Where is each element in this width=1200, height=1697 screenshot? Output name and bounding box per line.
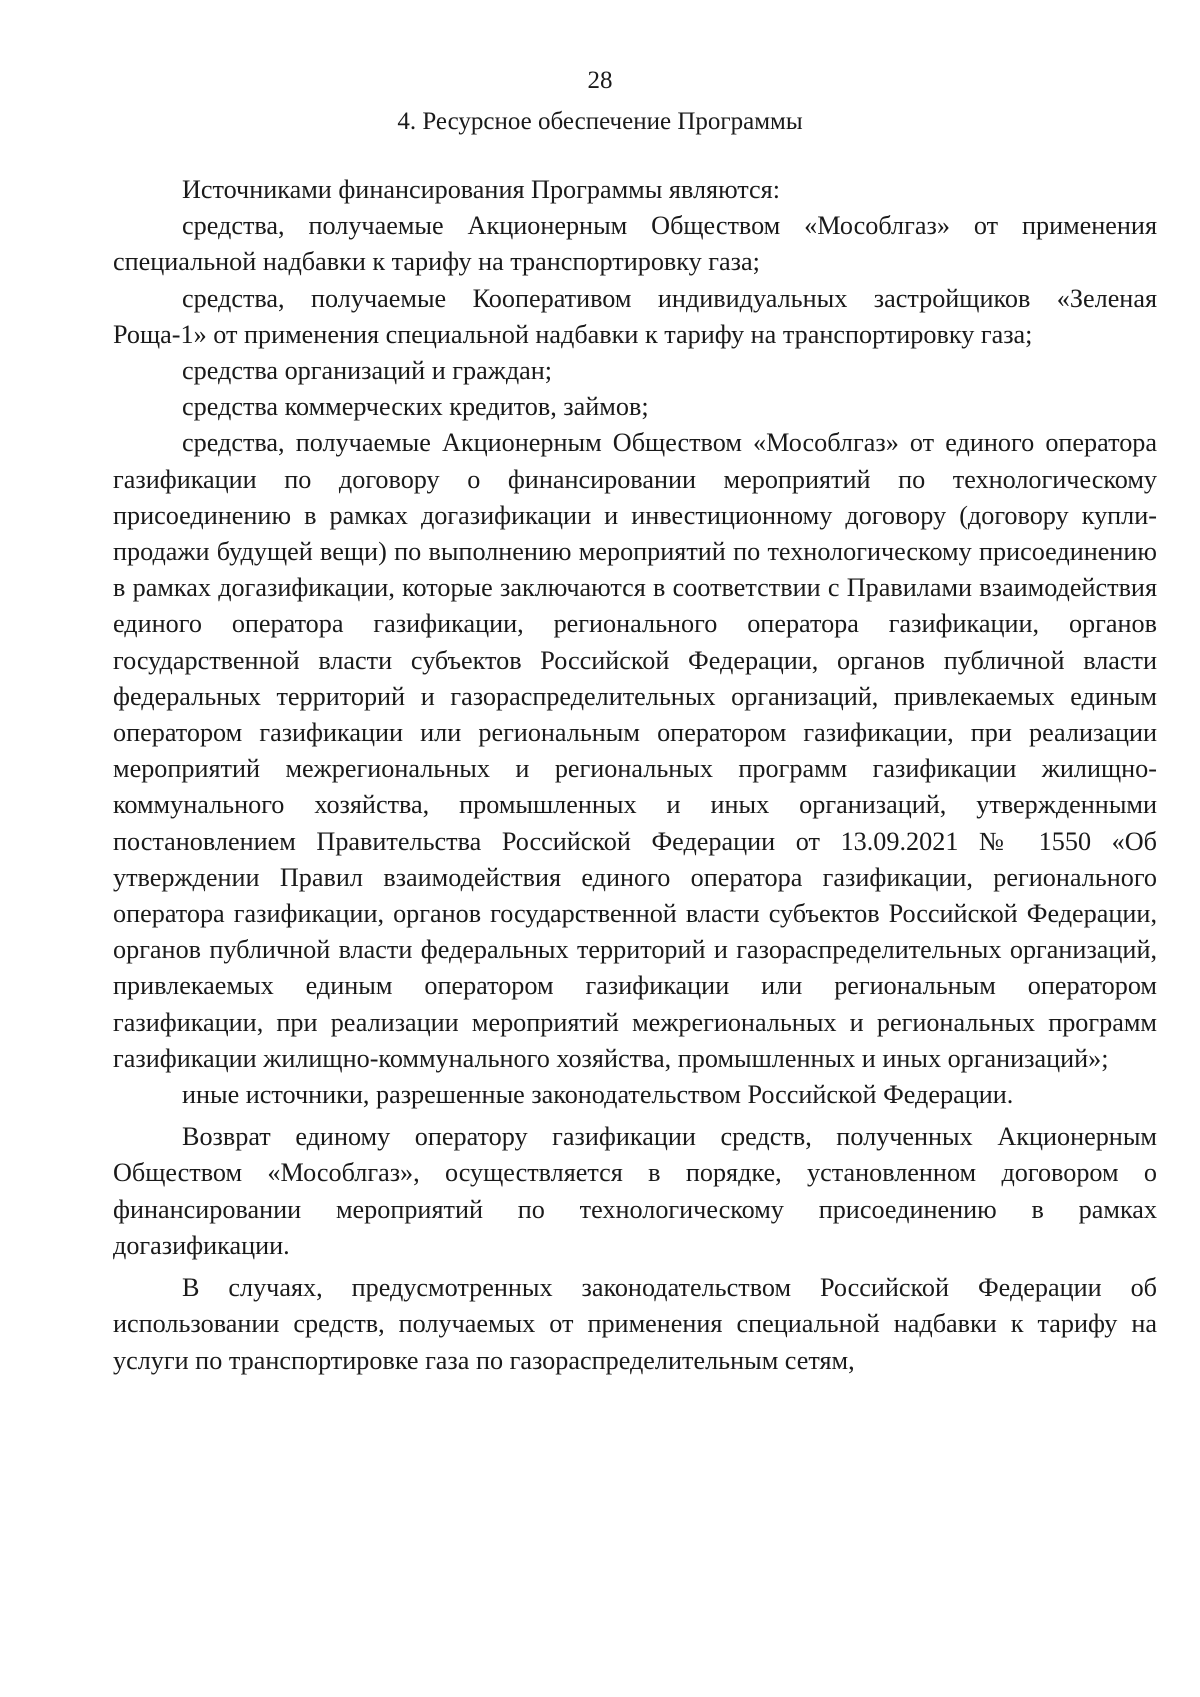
body-text bbox=[113, 172, 1157, 1379]
page-number: 28 bbox=[587, 67, 613, 94]
paragraph: Возврат единому оператору газификации средств, полученных Акционерным Обществом «Мособлгаз», осуществляется в порядке, установленном договором о финансировании мероприятий по технологическому присоединению в рамках догазификации. bbox=[113, 1122, 1157, 1260]
paragraph: средства, получаемые Акционерным Обществом «Мособлгаз» от применения специальной надбавки к тарифу на транспортировку газа; bbox=[113, 211, 1157, 277]
section-title: 4. Ресурсное обеспечение Программы bbox=[397, 108, 803, 135]
paragraph: средства коммерческих кредитов, займов; bbox=[182, 392, 649, 422]
paragraph: иные источники, разрешенные законодательством Российской Федерации. bbox=[182, 1080, 1014, 1110]
paragraph: средства, получаемые Кооперативом индивидуальных застройщиков «Зеленая Роща-1» от применения специальной надбавки к тарифу на транспортировку газа; bbox=[113, 283, 1157, 349]
paragraph: В случаях, предусмотренных законодательством Российской Федерации об использовании средств, получаемых от применения специальной надбавки к тарифу на услуги по транспортировке газа по газораспределительным сетям, bbox=[113, 1273, 1157, 1375]
paragraph: средства организаций и граждан; bbox=[182, 356, 553, 386]
paragraph: Источниками финансирования Программы являются: bbox=[182, 175, 781, 204]
paragraph: средства, получаемые Акционерным Обществом «Мособлгаз» от единого оператора газификации по договору о финансировании мероприятий по технологическому присоединению в рамках догазификации и инвестиционному договору (договору купли-продажи будущей вещи) по выполнению мероприятий по технологическому присоединению в рамках догазификации, которые заключаются в соответствии с Правилами взаимодействия единого оператора газификации, регионального оператора газификации, органов государственной власти субъектов Российской Федерации, органов публичной власти федеральных территорий и газораспределительных организаций, привлекаемых единым оператором газификации или региональным оператором газификации, при реализации мероприятий межрегиональных и региональных программ газификации жилищно-коммунального хозяйства, промышленных и иных организаций, утвержденными постановлением Правительства Российской Федерации от 13.09.2021 № 1550 «Об утверждении Правил взаимодействия единого оператора газификации, регионального оператора газификации, органов государственной власти субъектов Российской Федерации, органов публичной власти федеральных территорий и газораспределительных организаций, привлекаемых единым оператором газификации или региональным оператором газификации, при реализации мероприятий межрегиональных и региональных программ газификации жилищно-коммунального хозяйства, промышленных и иных организаций»; bbox=[113, 428, 1157, 1073]
